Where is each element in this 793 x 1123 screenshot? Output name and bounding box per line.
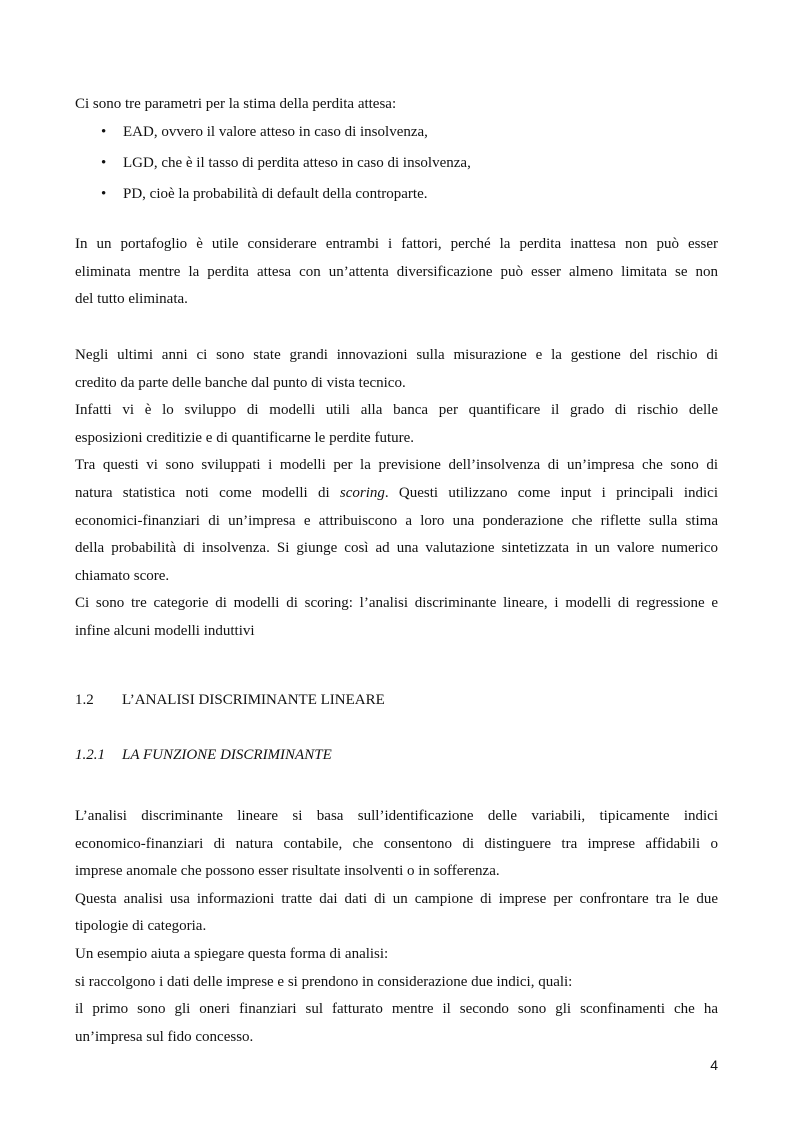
page-number: 4 xyxy=(710,1057,718,1073)
bullet-icon: • xyxy=(101,155,107,171)
paragraph-line: Negli ultimi anni ci sono state grandi innovazioni sulla misurazione e la gestione del rischio di xyxy=(75,347,718,363)
section-number: 1.2 xyxy=(75,692,94,708)
paragraph-line: del tutto eliminata. xyxy=(75,291,188,308)
intro-lead-text: Ci sono tre parametri per la stima della perdita attesa: xyxy=(75,96,397,112)
intro-lead xyxy=(75,91,718,119)
paragraph-line: un’impresa sul fido concesso. xyxy=(75,1028,254,1045)
subsection-title: LA FUNZIONE DISCRIMINANTE xyxy=(122,747,332,763)
paragraph-line: eliminata mentre la perdita attesa con un’attenta diversificazione può esser almeno limitata se non xyxy=(75,263,718,280)
list-item-text: LGD, che è il tasso di perdita atteso in caso di insolvenza, xyxy=(123,155,471,171)
paragraph-line: il primo sono gli oneri finanziari sul fatturato mentre il secondo sono gli sconfinamenti che ha xyxy=(75,1001,718,1018)
bullet-icon: • xyxy=(101,124,107,140)
paragraph-innovations xyxy=(75,342,718,646)
paragraph-line: credito da parte delle banche dal punto di vista tecnico. xyxy=(75,374,406,391)
section-heading xyxy=(75,692,385,709)
paragraph-line: imprese anomale che possono esser risultate insolventi o in sofferenza. xyxy=(75,863,500,880)
paragraph-line: si raccolgono i dati delle imprese e si prendono in considerazione due indici, quali: xyxy=(75,973,573,990)
paragraph-line: della probabilità di insolvenza. Si giunge così ad una valutazione sintetizzata in un valore numerico xyxy=(75,540,718,557)
bullet-icon: • xyxy=(101,186,107,202)
text-run: . Questi utilizzano come input i principali indici xyxy=(384,484,718,501)
paragraph-line: esposizioni creditizie e di quantificarne le perdite future. xyxy=(75,429,415,446)
paragraph-line: chiamato score. xyxy=(75,567,170,584)
paragraph-line: economici-finanziari di un’impresa e attribuiscono a loro una ponderazione che riflette sulla stima xyxy=(75,512,718,529)
paragraph-line: infine alcuni modelli induttivi xyxy=(75,622,255,639)
list-item xyxy=(75,181,718,212)
paragraph-line: tipologie di categoria. xyxy=(75,918,207,935)
paragraph-line: Ci sono tre categorie di modelli di scoring: l’analisi discriminante lineare, i modelli di regressione e xyxy=(75,595,718,612)
subsection-heading xyxy=(75,747,332,764)
paragraph-portfolio xyxy=(75,231,718,314)
paragraph-line xyxy=(75,480,718,508)
paragraph-line: Infatti vi è lo sviluppo di modelli utili alla banca per quantificare il grado di rischio delle xyxy=(75,402,718,419)
subsection-number: 1.2.1 xyxy=(75,747,105,763)
paragraph-line: Tra questi vi sono sviluppati i modelli per la previsione dell’insolvenza di un’impresa che sono di xyxy=(75,457,718,474)
section-title: L’ANALISI DISCRIMINANTE LINEARE xyxy=(122,692,385,708)
paragraph-line: economico-finanziari di natura contabile, che consentono di distinguere tra imprese affidabili o xyxy=(75,835,718,852)
paragraph-line: Un esempio aiuta a spiegare questa forma di analisi: xyxy=(75,945,389,962)
paragraph-line: Questa analisi usa informazioni tratte dai dati di un campione di imprese per confrontare tra le due xyxy=(75,890,718,907)
paragraph-discriminant xyxy=(75,803,718,1051)
paragraph-line: In un portafoglio è utile considerare entrambi i fattori, perché la perdita inattesa non può esser xyxy=(75,236,718,252)
list-item-text: PD, cioè la probabilità di default della controparte. xyxy=(123,186,428,202)
text-run: natura statistica noti come modelli di xyxy=(75,484,340,501)
list-item-text: EAD, ovvero il valore atteso in caso di insolvenza, xyxy=(123,124,428,140)
parameter-list xyxy=(75,119,718,212)
list-item xyxy=(75,150,718,181)
paragraph-line: L’analisi discriminante lineare si basa sull’identificazione delle variabili, tipicamente indici xyxy=(75,808,718,824)
list-item xyxy=(75,119,718,150)
scoring-term: scoring xyxy=(339,484,385,501)
